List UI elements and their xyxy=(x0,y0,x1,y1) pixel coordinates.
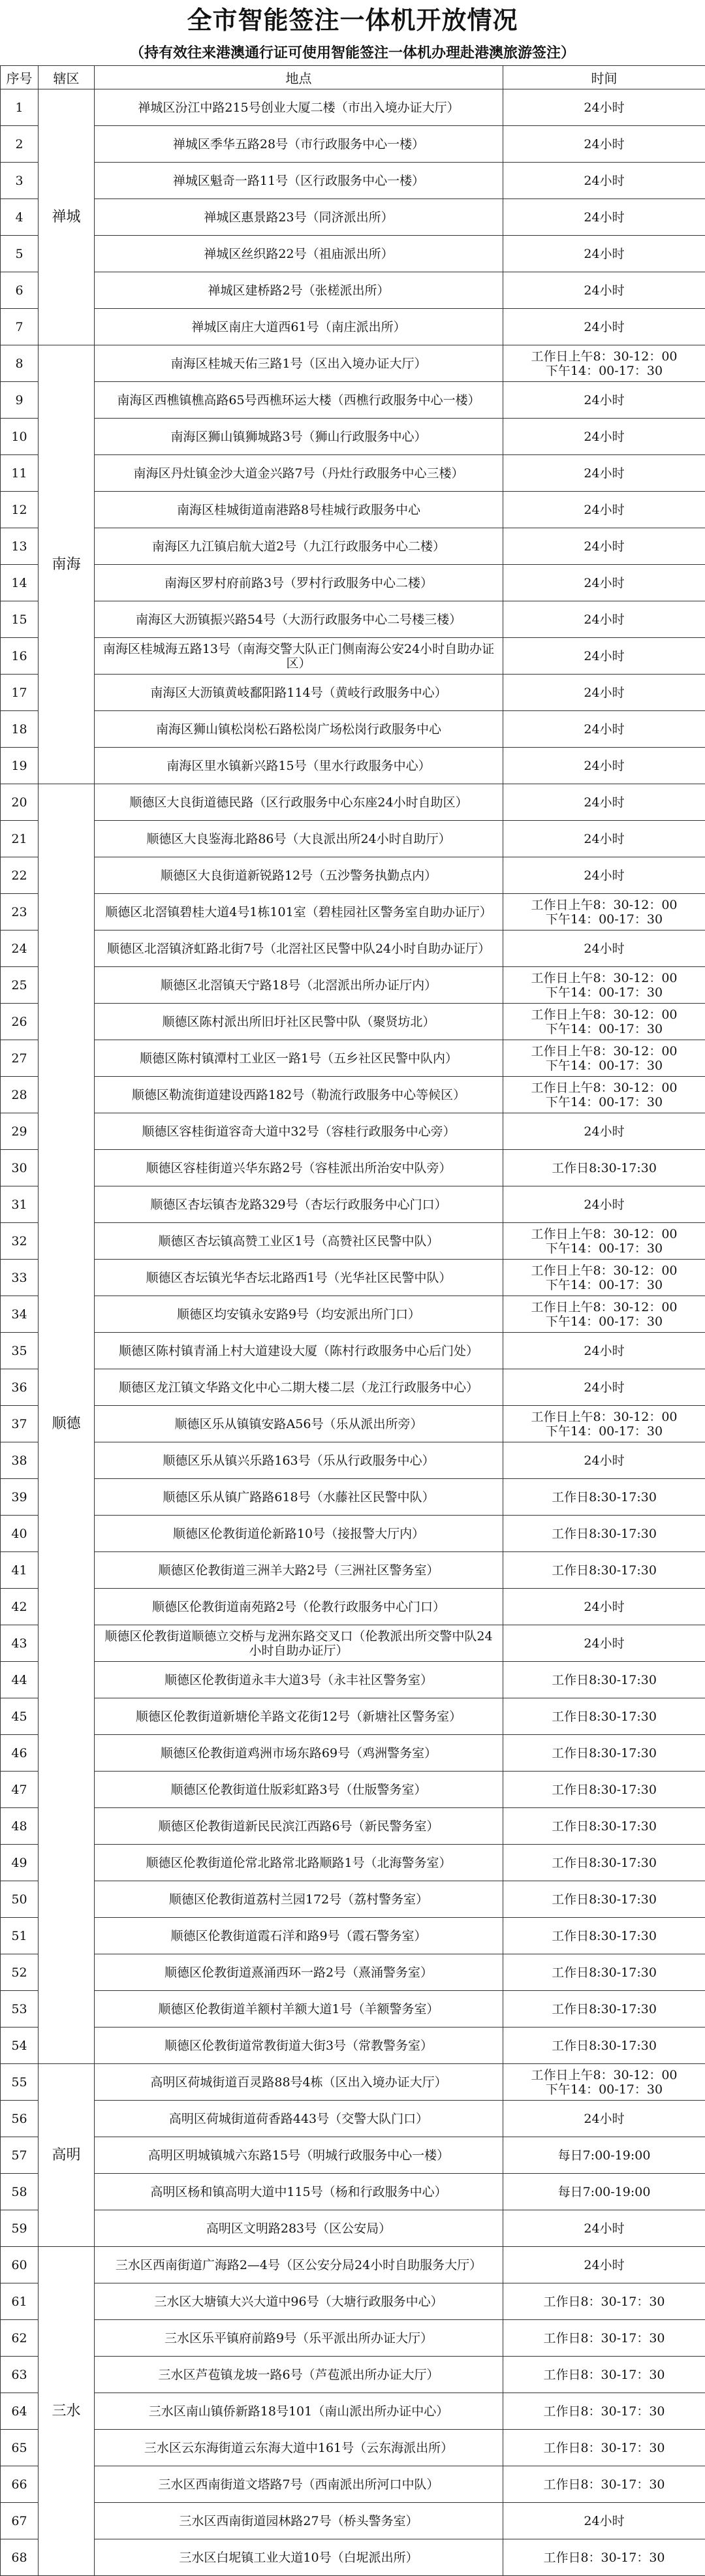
location-cell: 南海区桂城街道南港路8号桂城行政服务中心 xyxy=(95,492,503,528)
table-row xyxy=(1,1954,705,1991)
location-cell: 南海区丹灶镇金沙大道金兴路7号（丹灶行政服务中心三楼） xyxy=(95,455,503,492)
time-cell: 工作日上午8：30-12：00 下午14：00-17：30 xyxy=(503,2064,705,2101)
page-title: 全市智能签注一体机开放情况 xyxy=(0,0,705,40)
table-row xyxy=(1,1845,705,1881)
time-cell: 24小时 xyxy=(503,382,705,419)
table-row xyxy=(1,419,705,455)
row-index: 30 xyxy=(1,1150,39,1186)
location-cell: 顺德区乐从镇镇安路A56号（乐从派出所旁） xyxy=(95,1406,503,1442)
table-row xyxy=(1,1991,705,2027)
location-cell: 顺德区伦教街道羊额村羊额大道1号（羊额警务室） xyxy=(95,1991,503,2027)
time-cell: 工作日8:30-17:30 xyxy=(503,1772,705,1808)
table-row xyxy=(1,309,705,345)
table-row xyxy=(1,857,705,894)
time-cell: 24小时 xyxy=(503,675,705,711)
table-row xyxy=(1,1296,705,1333)
table-row xyxy=(1,1040,705,1077)
location-cell: 禅城区建桥路2号（张槎派出所） xyxy=(95,272,503,309)
row-index: 34 xyxy=(1,1296,39,1333)
row-index: 61 xyxy=(1,2283,39,2320)
time-cell: 24小时 xyxy=(503,711,705,748)
table-row xyxy=(1,126,705,163)
row-index: 38 xyxy=(1,1442,39,1479)
time-cell: 工作日8:30-17:30 xyxy=(503,1991,705,2027)
time-cell: 工作日8:30-17:30 xyxy=(503,1918,705,1954)
time-cell: 24小时 xyxy=(503,2101,705,2137)
time-cell: 24小时 xyxy=(503,1113,705,1150)
row-index: 15 xyxy=(1,601,39,638)
table-row xyxy=(1,2466,705,2503)
time-cell: 工作日8：30-17：30 xyxy=(503,2539,705,2576)
table-row xyxy=(1,2357,705,2393)
time-cell: 工作日8:30-17:30 xyxy=(503,1479,705,1516)
table-row xyxy=(1,2174,705,2210)
row-index: 20 xyxy=(1,784,39,821)
row-index: 32 xyxy=(1,1223,39,1260)
time-cell: 工作日8：30-17：30 xyxy=(503,2430,705,2466)
time-cell: 24小时 xyxy=(503,2247,705,2283)
time-cell: 工作日8:30-17:30 xyxy=(503,1662,705,1698)
table-row xyxy=(1,236,705,272)
table-row xyxy=(1,2320,705,2357)
location-cell: 顺德区伦教街道鸡洲市场东路69号（鸡洲警务室） xyxy=(95,1735,503,1772)
location-cell: 三水区西南街道文塔路7号（西南派出所河口中队） xyxy=(95,2466,503,2503)
row-index: 57 xyxy=(1,2137,39,2174)
time-cell: 24小时 xyxy=(503,163,705,199)
location-cell: 南海区狮山镇狮城路3号（狮山行政服务中心） xyxy=(95,419,503,455)
row-index: 41 xyxy=(1,1552,39,1589)
row-index: 22 xyxy=(1,857,39,894)
row-index: 37 xyxy=(1,1406,39,1442)
row-index: 67 xyxy=(1,2503,39,2539)
row-index: 16 xyxy=(1,638,39,675)
row-index: 48 xyxy=(1,1808,39,1845)
location-cell: 顺德区伦教街道荔村兰园172号（荔村警务室） xyxy=(95,1881,503,1918)
row-index: 45 xyxy=(1,1698,39,1735)
row-index: 68 xyxy=(1,2539,39,2576)
table-row xyxy=(1,1625,705,1662)
time-cell: 24小时 xyxy=(503,601,705,638)
table-row xyxy=(1,1186,705,1223)
location-cell: 禅城区季华五路28号（市行政服务中心一楼） xyxy=(95,126,503,163)
table-row xyxy=(1,675,705,711)
table-row xyxy=(1,638,705,675)
time-cell: 24小时 xyxy=(503,528,705,565)
row-index: 49 xyxy=(1,1845,39,1881)
time-cell: 工作日上午8：30-12：00 下午14：00-17：30 xyxy=(503,1406,705,1442)
time-cell: 工作日上午8：30-12：00 下午14：00-17：30 xyxy=(503,894,705,930)
row-index: 62 xyxy=(1,2320,39,2357)
time-cell: 工作日上午8：30-12：00 下午14：00-17：30 xyxy=(503,967,705,1004)
time-cell: 每日7:00-19:00 xyxy=(503,2174,705,2210)
table-row xyxy=(1,1698,705,1735)
row-index: 43 xyxy=(1,1625,39,1662)
location-cell: 三水区芦苞镇龙坡一路6号（芦苞派出所办证大厅） xyxy=(95,2357,503,2393)
location-cell: 顺德区勒流街道建设西路182号（勒流行政服务中心等候区） xyxy=(95,1077,503,1113)
time-cell: 24小时 xyxy=(503,455,705,492)
time-cell: 工作日8:30-17:30 xyxy=(503,1845,705,1881)
time-cell: 工作日8：30-17：30 xyxy=(503,2393,705,2430)
row-index: 2 xyxy=(1,126,39,163)
location-cell: 三水区南山镇侨新路18号101（南山派出所办证中心） xyxy=(95,2393,503,2430)
row-index: 18 xyxy=(1,711,39,748)
row-index: 9 xyxy=(1,382,39,419)
table-row xyxy=(1,163,705,199)
row-index: 35 xyxy=(1,1333,39,1369)
location-cell: 顺德区伦教街道常教街道大街3号（常教警务室） xyxy=(95,2027,503,2064)
row-index: 13 xyxy=(1,528,39,565)
table-row xyxy=(1,1223,705,1260)
time-cell: 工作日8:30-17:30 xyxy=(503,1735,705,1772)
time-cell: 工作日8：30-17：30 xyxy=(503,2357,705,2393)
row-index: 36 xyxy=(1,1369,39,1406)
time-cell: 工作日上午8：30-12：00 下午14：00-17：30 xyxy=(503,1223,705,1260)
location-cell: 高明区杨和镇高明大道中115号（杨和行政服务中心） xyxy=(95,2174,503,2210)
row-index: 44 xyxy=(1,1662,39,1698)
row-index: 50 xyxy=(1,1881,39,1918)
location-cell: 南海区桂城海五路13号（南海交警大队正门侧南海公安24小时自助办证区） xyxy=(95,638,503,675)
table-row xyxy=(1,1113,705,1150)
row-index: 51 xyxy=(1,1918,39,1954)
table-row xyxy=(1,565,705,601)
header-location: 地点 xyxy=(95,66,503,89)
location-cell: 南海区大沥镇黄岐鄱阳路114号（黄岐行政服务中心） xyxy=(95,675,503,711)
location-cell: 顺德区伦教街道伦常北路常北路顺路1号（北海警务室） xyxy=(95,1845,503,1881)
location-cell: 南海区大沥镇振兴路54号（大沥行政服务中心二号楼三楼） xyxy=(95,601,503,638)
location-cell: 南海区罗村府前路3号（罗村行政服务中心二楼） xyxy=(95,565,503,601)
location-cell: 顺德区伦教街道仕版彩虹路3号（仕版警务室） xyxy=(95,1772,503,1808)
table-row xyxy=(1,1260,705,1296)
table-row xyxy=(1,2210,705,2247)
location-cell: 顺德区北滘镇济虹路北街7号（北滘社区民警中队24小时自助办证厅） xyxy=(95,930,503,967)
location-cell: 顺德区容桂街道兴华东路2号（容桂派出所治安中队旁） xyxy=(95,1150,503,1186)
time-cell: 工作日8:30-17:30 xyxy=(503,1954,705,1991)
location-cell: 顺德区大良鉴海北路86号（大良派出所24小时自助厅） xyxy=(95,821,503,857)
location-cell: 顺德区杏坛镇高赞工业区1号（高赞社区民警中队） xyxy=(95,1223,503,1260)
location-cell: 顺德区乐从镇广路路618号（水藤社区民警中队） xyxy=(95,1479,503,1516)
location-cell: 南海区狮山镇松岗松石路松岗广场松岗行政服务中心 xyxy=(95,711,503,748)
table-row xyxy=(1,1918,705,1954)
table-row xyxy=(1,2137,705,2174)
location-cell: 南海区桂城天佑三路1号（区出入境办证大厅） xyxy=(95,345,503,382)
time-cell: 24小时 xyxy=(503,857,705,894)
time-cell: 每日7:00-19:00 xyxy=(503,2137,705,2174)
table-row xyxy=(1,1808,705,1845)
row-index: 28 xyxy=(1,1077,39,1113)
table-row xyxy=(1,1589,705,1625)
table-row xyxy=(1,2503,705,2539)
district-cell: 三水 xyxy=(39,2247,95,2576)
row-index: 53 xyxy=(1,1991,39,2027)
location-cell: 顺德区陈村镇青涌上村大道建设大厦（陈村行政服务中心后门处） xyxy=(95,1333,503,1369)
location-cell: 顺德区龙江镇文华路文化中心二期大楼二层（龙江行政服务中心） xyxy=(95,1369,503,1406)
table-row xyxy=(1,528,705,565)
location-cell: 顺德区伦教街道南苑路2号（伦教行政服务中心门口） xyxy=(95,1589,503,1625)
table-row xyxy=(1,711,705,748)
time-cell: 24小时 xyxy=(503,89,705,126)
time-cell: 工作日上午8：30-12：00 下午14：00-17：30 xyxy=(503,345,705,382)
location-cell: 三水区白坭镇工业大道10号（白坭派出所） xyxy=(95,2539,503,2576)
location-cell: 南海区九江镇启航大道2号（九江行政服务中心二楼） xyxy=(95,528,503,565)
location-cell: 顺德区伦教街道顺德立交桥与龙洲东路交叉口（伦教派出所交警中队24小时自助办证厅） xyxy=(95,1625,503,1662)
time-cell: 24小时 xyxy=(503,1589,705,1625)
location-cell: 高明区文明路283号（区公安局） xyxy=(95,2210,503,2247)
location-cell: 顺德区伦教街道伦新路10号（接报警大厅内） xyxy=(95,1516,503,1552)
location-cell: 三水区乐平镇府前路9号（乐平派出所办证大厅） xyxy=(95,2320,503,2357)
time-cell: 24小时 xyxy=(503,2503,705,2539)
time-cell: 工作日8:30-17:30 xyxy=(503,1516,705,1552)
time-cell: 24小时 xyxy=(503,309,705,345)
district-cell: 禅城 xyxy=(39,89,95,345)
time-cell: 24小时 xyxy=(503,1186,705,1223)
row-index: 40 xyxy=(1,1516,39,1552)
row-index: 31 xyxy=(1,1186,39,1223)
time-cell: 24小时 xyxy=(503,1333,705,1369)
location-cell: 顺德区乐从镇兴乐路163号（乐从行政服务中心） xyxy=(95,1442,503,1479)
time-cell: 工作日8:30-17:30 xyxy=(503,1150,705,1186)
time-cell: 工作日8:30-17:30 xyxy=(503,2027,705,2064)
table-row xyxy=(1,2393,705,2430)
district-cell: 南海 xyxy=(39,345,95,784)
table-row xyxy=(1,1772,705,1808)
table-body xyxy=(1,89,705,2576)
row-index: 47 xyxy=(1,1772,39,1808)
location-cell: 顺德区北滘镇天宁路18号（北滘派出所办证厅内） xyxy=(95,967,503,1004)
time-cell: 工作日8:30-17:30 xyxy=(503,1552,705,1589)
location-cell: 禅城区南庄大道西61号（南庄派出所） xyxy=(95,309,503,345)
table-row xyxy=(1,2539,705,2576)
table-row xyxy=(1,1516,705,1552)
time-cell: 24小时 xyxy=(503,1625,705,1662)
location-cell: 三水区西南街道广海路2—4号（区公安分局24小时自助服务大厅） xyxy=(95,2247,503,2283)
row-index: 60 xyxy=(1,2247,39,2283)
time-cell: 工作日8：30-17：30 xyxy=(503,2320,705,2357)
table-row xyxy=(1,748,705,784)
table-row xyxy=(1,492,705,528)
location-cell: 高明区明城镇城六东路15号（明城行政服务中心一楼） xyxy=(95,2137,503,2174)
table-row xyxy=(1,345,705,382)
table-row xyxy=(1,1150,705,1186)
location-cell: 顺德区大良街道德民路（区行政服务中心东座24小时自助区） xyxy=(95,784,503,821)
location-cell: 顺德区伦教街道新民民滨江西路6号（新民警务室） xyxy=(95,1808,503,1845)
row-index: 25 xyxy=(1,967,39,1004)
row-index: 27 xyxy=(1,1040,39,1077)
time-cell: 24小时 xyxy=(503,2210,705,2247)
row-index: 52 xyxy=(1,1954,39,1991)
row-index: 1 xyxy=(1,89,39,126)
table-row xyxy=(1,601,705,638)
location-cell: 顺德区容桂街道容奇大道中32号（容桂行政服务中心旁） xyxy=(95,1113,503,1150)
time-cell: 工作日上午8：30-12：00 下午14：00-17：30 xyxy=(503,1260,705,1296)
time-cell: 工作日8:30-17:30 xyxy=(503,1808,705,1845)
table-row xyxy=(1,1333,705,1369)
header-district: 辖区 xyxy=(39,66,95,89)
row-index: 14 xyxy=(1,565,39,601)
time-cell: 工作日上午8：30-12：00 下午14：00-17：30 xyxy=(503,1040,705,1077)
time-cell: 工作日上午8：30-12：00 下午14：00-17：30 xyxy=(503,1296,705,1333)
location-cell: 顺德区大良街道新锐路12号（五沙警务执勤点内） xyxy=(95,857,503,894)
row-index: 56 xyxy=(1,2101,39,2137)
time-cell: 工作日8:30-17:30 xyxy=(503,1881,705,1918)
header-time: 时间 xyxy=(503,66,705,89)
row-index: 63 xyxy=(1,2357,39,2393)
row-index: 66 xyxy=(1,2466,39,2503)
location-cell: 禅城区惠景路23号（同济派出所） xyxy=(95,199,503,236)
location-cell: 顺德区伦教街道三洲羊大路2号（三洲社区警务室） xyxy=(95,1552,503,1589)
district-cell: 高明 xyxy=(39,2064,95,2247)
row-index: 10 xyxy=(1,419,39,455)
location-cell: 顺德区陈村镇潭村工业区一路1号（五乡社区民警中队内） xyxy=(95,1040,503,1077)
row-index: 39 xyxy=(1,1479,39,1516)
row-index: 26 xyxy=(1,1004,39,1040)
page-subtitle: （持有效往来港澳通行证可使用智能签注一体机办理赴港澳旅游签注） xyxy=(0,40,705,65)
table-row xyxy=(1,1369,705,1406)
time-cell: 24小时 xyxy=(503,930,705,967)
row-index: 33 xyxy=(1,1260,39,1296)
time-cell: 24小时 xyxy=(503,565,705,601)
row-index: 19 xyxy=(1,748,39,784)
table-row xyxy=(1,1662,705,1698)
row-index: 58 xyxy=(1,2174,39,2210)
row-index: 5 xyxy=(1,236,39,272)
table-row xyxy=(1,930,705,967)
table-row xyxy=(1,784,705,821)
location-cell: 三水区大塘镇大兴大道中96号（大塘行政服务中心） xyxy=(95,2283,503,2320)
location-cell: 禅城区丝织路22号（祖庙派出所） xyxy=(95,236,503,272)
time-cell: 24小时 xyxy=(503,1442,705,1479)
table-row xyxy=(1,2027,705,2064)
location-cell: 顺德区伦教街道霞石洋和路9号（霞石警务室） xyxy=(95,1918,503,1954)
time-cell: 24小时 xyxy=(503,272,705,309)
table-row xyxy=(1,272,705,309)
location-cell: 顺德区均安镇永安路9号（均安派出所门口） xyxy=(95,1296,503,1333)
row-index: 65 xyxy=(1,2430,39,2466)
location-cell: 顺德区伦教街道永丰大道3号（永丰社区警务室） xyxy=(95,1662,503,1698)
location-cell: 高明区荷城街道百灵路88号4栋（区出入境办证大厅） xyxy=(95,2064,503,2101)
row-index: 12 xyxy=(1,492,39,528)
time-cell: 工作日8：30-17：30 xyxy=(503,2283,705,2320)
location-cell: 顺德区杏坛镇光华杏坛北路西1号（光华社区民警中队） xyxy=(95,1260,503,1296)
time-cell: 24小时 xyxy=(503,126,705,163)
location-cell: 禅城区汾江中路215号创业大厦二楼（市出入境办证大厅） xyxy=(95,89,503,126)
location-cell: 顺德区北滘镇碧桂大道4号1栋101室（碧桂园社区警务室自助办证厅） xyxy=(95,894,503,930)
table-row xyxy=(1,455,705,492)
time-cell: 24小时 xyxy=(503,419,705,455)
row-index: 4 xyxy=(1,199,39,236)
row-index: 55 xyxy=(1,2064,39,2101)
table-row xyxy=(1,1406,705,1442)
time-cell: 24小时 xyxy=(503,1369,705,1406)
location-cell: 三水区云东海街道云东海大道中161号（云东海派出所） xyxy=(95,2430,503,2466)
time-cell: 工作日8：30-17：30 xyxy=(503,2466,705,2503)
row-index: 6 xyxy=(1,272,39,309)
row-index: 54 xyxy=(1,2027,39,2064)
row-index: 64 xyxy=(1,2393,39,2430)
time-cell: 24小时 xyxy=(503,638,705,675)
row-index: 21 xyxy=(1,821,39,857)
row-index: 8 xyxy=(1,345,39,382)
table-row xyxy=(1,1881,705,1918)
signing-machine-table xyxy=(0,65,705,2576)
time-cell: 24小时 xyxy=(503,784,705,821)
row-index: 23 xyxy=(1,894,39,930)
location-cell: 禅城区魁奇一路11号（区行政服务中心一楼） xyxy=(95,163,503,199)
location-cell: 高明区荷城街道荷香路443号（交警大队门口） xyxy=(95,2101,503,2137)
row-index: 42 xyxy=(1,1589,39,1625)
table-row xyxy=(1,1442,705,1479)
time-cell: 24小时 xyxy=(503,748,705,784)
table-header-row xyxy=(1,66,705,89)
table-row xyxy=(1,821,705,857)
table-row xyxy=(1,1479,705,1516)
time-cell: 工作日上午8：30-12：00 下午14：00-17：30 xyxy=(503,1077,705,1113)
location-cell: 顺德区伦教街道熹涌西环一路2号（熹涌警务室） xyxy=(95,1954,503,1991)
location-cell: 顺德区陈村派出所旧圩社区民警中队（聚贤坊北） xyxy=(95,1004,503,1040)
table-row xyxy=(1,199,705,236)
row-index: 7 xyxy=(1,309,39,345)
header-index: 序号 xyxy=(1,66,39,89)
time-cell: 工作日上午8：30-12：00 下午14：00-17：30 xyxy=(503,1004,705,1040)
location-cell: 顺德区杏坛镇杏龙路329号（杏坛行政服务中心门口） xyxy=(95,1186,503,1223)
location-cell: 三水区西南街道园林路27号（桥头警务室） xyxy=(95,2503,503,2539)
row-index: 59 xyxy=(1,2210,39,2247)
table-row xyxy=(1,2283,705,2320)
row-index: 17 xyxy=(1,675,39,711)
location-cell: 顺德区伦教街道新塘伦羊路文花街12号（新塘社区警务室） xyxy=(95,1698,503,1735)
table-row xyxy=(1,89,705,126)
table-row xyxy=(1,1735,705,1772)
time-cell: 工作日8:30-17:30 xyxy=(503,1698,705,1735)
district-cell: 顺德 xyxy=(39,784,95,2064)
table-row xyxy=(1,2430,705,2466)
table-row xyxy=(1,382,705,419)
time-cell: 24小时 xyxy=(503,492,705,528)
location-cell: 南海区西樵镇樵高路65号西樵环运大楼（西樵行政服务中心一楼） xyxy=(95,382,503,419)
table-row xyxy=(1,1004,705,1040)
location-cell: 南海区里水镇新兴路15号（里水行政服务中心） xyxy=(95,748,503,784)
row-index: 11 xyxy=(1,455,39,492)
table-row xyxy=(1,1077,705,1113)
time-cell: 24小时 xyxy=(503,821,705,857)
table-row xyxy=(1,2247,705,2283)
row-index: 24 xyxy=(1,930,39,967)
table-row xyxy=(1,2064,705,2101)
row-index: 3 xyxy=(1,163,39,199)
table-row xyxy=(1,1552,705,1589)
time-cell: 24小时 xyxy=(503,199,705,236)
row-index: 29 xyxy=(1,1113,39,1150)
table-row xyxy=(1,894,705,930)
table-row xyxy=(1,2101,705,2137)
row-index: 46 xyxy=(1,1735,39,1772)
time-cell: 24小时 xyxy=(503,236,705,272)
table-row xyxy=(1,967,705,1004)
